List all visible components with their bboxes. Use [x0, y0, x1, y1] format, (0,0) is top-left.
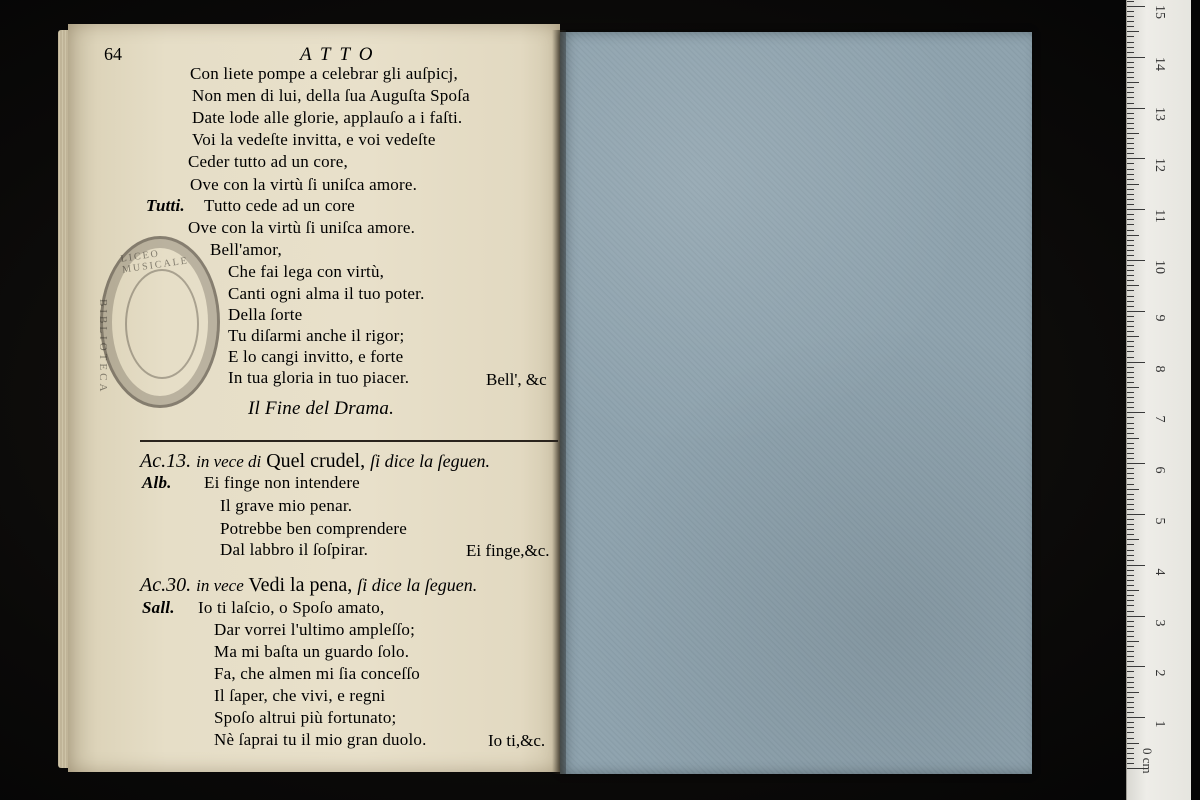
ruler-tick	[1127, 707, 1134, 708]
ruler-tick	[1127, 235, 1139, 236]
section2-cue: Io ti,&c.	[488, 731, 546, 750]
ruler-tick	[1127, 387, 1139, 388]
section2-line: Spoſo altrui più fortunato;	[214, 708, 397, 727]
ruler-tick	[1127, 123, 1134, 124]
ruler-tick	[1127, 621, 1134, 622]
ruler-tick	[1127, 153, 1134, 154]
section2-line: Ma mi baſta un guardo ſolo.	[214, 642, 410, 661]
ruler-tick	[1127, 682, 1134, 683]
verse-line: Date lode alle glorie, applauſo a i faſti.	[192, 108, 463, 127]
ruler-tick	[1127, 214, 1134, 215]
ruler-tick	[1127, 362, 1145, 363]
ruler-tick	[1127, 240, 1134, 241]
section-heading-1	[140, 450, 490, 473]
ruler-tick	[1127, 738, 1134, 739]
ruler-tick	[1127, 169, 1134, 170]
ruler-tick	[1127, 270, 1134, 271]
ruler-tick	[1127, 448, 1134, 449]
ruler-tick	[1127, 438, 1139, 439]
ruler-tick	[1127, 285, 1139, 286]
aria-line: E lo cangi invitto, e forte	[228, 347, 404, 366]
ruler-tick	[1127, 306, 1134, 307]
ruler-tick	[1127, 224, 1134, 225]
ruler-tick	[1127, 275, 1134, 276]
verse-line: Non men di lui, della ſua Auguſta Spoſa	[192, 86, 470, 105]
ruler-tick	[1127, 280, 1134, 281]
divider-rule	[140, 440, 558, 442]
aria-line: Che fai lega con virtù,	[228, 262, 385, 281]
ruler-tick	[1127, 484, 1134, 485]
ruler-tick	[1127, 646, 1134, 647]
ruler-tick	[1127, 11, 1134, 12]
ruler-tick	[1127, 341, 1134, 342]
ruler-tick	[1127, 204, 1134, 205]
ruler-tick	[1127, 671, 1134, 672]
verse-line: Ceder tutto ad un core,	[188, 152, 348, 171]
ruler-tick	[1127, 575, 1134, 576]
ruler-tick	[1127, 539, 1139, 540]
ruler-number: 12	[1152, 158, 1167, 172]
aria-title: Vedi la pena,	[248, 574, 353, 596]
ruler-tick	[1127, 753, 1134, 754]
ruler-tick	[1127, 6, 1145, 7]
ruler-number: 2	[1152, 669, 1167, 677]
ruler-tick	[1127, 199, 1134, 200]
ruler-tick	[1127, 600, 1134, 601]
ruler-tick	[1127, 382, 1134, 383]
aria-line: In tua gloria in tuo piacer.	[228, 368, 410, 387]
ruler-number: 10	[1152, 260, 1167, 274]
ruler-number: 3	[1152, 619, 1167, 627]
end-of-drama: Il Fine del Drama.	[248, 398, 395, 419]
ruler-tick	[1127, 473, 1134, 474]
dice-text: ſi dice la ſeguen.	[370, 451, 491, 471]
ruler-tick	[1127, 565, 1145, 566]
ruler-tick	[1127, 514, 1145, 515]
ruler-tick	[1127, 570, 1134, 571]
ruler-tick	[1127, 42, 1134, 43]
dice-text: ſi dice la ſeguen.	[357, 575, 478, 595]
ruler-tick	[1127, 722, 1134, 723]
ruler-tick	[1127, 138, 1134, 139]
section1-line: Potrebbe ben comprendere	[220, 519, 408, 538]
verse-line: Con liete pompe a celebrar gli auſpicj,	[190, 64, 458, 83]
ruler-tick	[1127, 687, 1134, 688]
tutti-line: Ove con la virtù ſi uniſca amore.	[188, 218, 416, 237]
ruler-tick	[1127, 463, 1145, 464]
ruler-tick	[1127, 605, 1134, 606]
measuring-ruler	[1126, 0, 1191, 800]
section1-cue: Ei finge,&c.	[466, 541, 550, 560]
ruler-tick	[1127, 656, 1134, 657]
ruler-tick	[1127, 108, 1145, 109]
ruler-number: 15	[1152, 5, 1167, 19]
ruler-tick	[1127, 550, 1134, 551]
ruler-tick	[1127, 743, 1139, 744]
section2-line: Il ſaper, che vivi, e regni	[214, 686, 386, 705]
ruler-tick	[1127, 143, 1134, 144]
ruler-tick	[1127, 326, 1134, 327]
ruler-tick	[1127, 163, 1134, 164]
ruler-number: 6	[1152, 466, 1167, 474]
ruler-tick	[1127, 103, 1134, 104]
ruler-tick	[1127, 321, 1134, 322]
ruler-tick	[1127, 428, 1134, 429]
ruler-tick	[1127, 290, 1134, 291]
ruler-tick	[1127, 189, 1134, 190]
verse-line: Ove con la virtù ſi uniſca amore.	[190, 175, 418, 194]
ruler-number: 14	[1152, 57, 1167, 71]
ruler-tick	[1127, 712, 1134, 713]
ruler-tick	[1127, 87, 1134, 88]
aria-cue: Bell', &c	[486, 370, 547, 389]
ruler-number: 5	[1152, 517, 1167, 525]
speaker-sall: Sall.	[142, 598, 175, 617]
aria-line: Canti ogni alma il tuo poter.	[228, 284, 425, 303]
ruler-tick	[1127, 331, 1134, 332]
in-vece-text: in vece	[196, 576, 244, 595]
book-gutter	[552, 30, 566, 774]
ruler-tick	[1127, 128, 1134, 129]
ruler-tick	[1127, 626, 1134, 627]
ruler-tick	[1127, 616, 1145, 617]
ruler-tick	[1127, 26, 1134, 27]
ruler-tick	[1127, 509, 1134, 510]
ruler-tick	[1127, 763, 1134, 764]
ruler-tick	[1127, 611, 1134, 612]
section2-line: Fa, che almen mi ſia conceſſo	[214, 664, 420, 683]
ruler-tick	[1127, 443, 1134, 444]
ruler-tick	[1127, 417, 1134, 418]
ruler-tick	[1127, 560, 1134, 561]
ruler-tick	[1127, 260, 1145, 261]
ruler-tick	[1127, 209, 1145, 210]
ruler-tick	[1127, 631, 1134, 632]
ruler-tick	[1127, 534, 1134, 535]
ruler-tick	[1127, 641, 1139, 642]
ruler-tick	[1127, 692, 1139, 693]
ruler-tick	[1127, 651, 1134, 652]
ruler-number: 9	[1152, 314, 1167, 322]
stamp-inner-ring	[125, 269, 199, 379]
library-stamp	[97, 236, 220, 408]
ruler-tick	[1127, 1, 1134, 2]
ruler-tick	[1127, 230, 1134, 231]
ruler-tick	[1127, 661, 1134, 662]
ruler-tick	[1127, 82, 1139, 83]
ruler-tick	[1127, 92, 1134, 93]
ruler-tick	[1127, 732, 1134, 733]
ruler-tick	[1127, 372, 1134, 373]
section2-line: Io ti laſcio, o Spoſo amato,	[198, 598, 385, 617]
ruler-tick	[1127, 504, 1134, 505]
ruler-tick	[1127, 346, 1134, 347]
verse-line: Voi la vedeſte invitta, e voi vedeſte	[192, 130, 436, 149]
ruler-tick	[1127, 245, 1134, 246]
ruler-tick	[1127, 174, 1134, 175]
ruler-tick	[1127, 158, 1145, 159]
ruler-tick	[1127, 489, 1139, 490]
ruler-tick	[1127, 316, 1134, 317]
ruler-tick	[1127, 636, 1134, 637]
ruler-tick	[1127, 357, 1134, 358]
section-ref: Ac.13.	[140, 450, 192, 472]
ruler-tick	[1127, 407, 1134, 408]
ruler-tick	[1127, 36, 1134, 37]
ruler-tick	[1127, 219, 1134, 220]
stamp-side-text: BIBLIOTECA	[97, 299, 109, 395]
aria-title: Quel crudel,	[266, 450, 366, 472]
ruler-tick	[1127, 377, 1134, 378]
blue-flyleaf-page	[560, 32, 1032, 774]
ruler-tick	[1127, 717, 1145, 718]
ruler-tick	[1127, 585, 1134, 586]
ruler-tick	[1127, 595, 1134, 596]
ruler-tick	[1127, 16, 1134, 17]
ruler-tick	[1127, 677, 1134, 678]
ruler-tick	[1127, 702, 1134, 703]
section-ref: Ac.30.	[140, 574, 192, 596]
ruler-tick	[1127, 453, 1134, 454]
ruler-number: 13	[1152, 107, 1167, 121]
ruler-number: 7	[1152, 415, 1167, 423]
running-head: ATTO	[300, 44, 382, 65]
ruler-tick	[1127, 367, 1134, 368]
page-number: 64	[104, 44, 122, 64]
ruler-tick	[1127, 31, 1139, 32]
ruler-tick	[1127, 351, 1134, 352]
ruler-tick	[1127, 133, 1139, 134]
ruler-tick	[1127, 519, 1134, 520]
ruler-tick	[1127, 727, 1134, 728]
ruler-tick	[1127, 250, 1134, 251]
ruler-tick	[1127, 748, 1134, 749]
ruler-tick	[1127, 184, 1139, 185]
ruler-tick	[1127, 311, 1145, 312]
ruler-tick	[1127, 478, 1134, 479]
ruler-tick	[1127, 412, 1145, 413]
ruler-tick	[1127, 524, 1134, 525]
ruler-tick	[1127, 179, 1134, 180]
section-heading-2	[140, 574, 477, 597]
ruler-number: 4	[1152, 568, 1167, 576]
ruler-tick	[1127, 666, 1145, 667]
ruler-tick	[1127, 468, 1134, 469]
ruler-tick	[1127, 494, 1134, 495]
ruler-tick	[1127, 148, 1134, 149]
ruler-tick	[1127, 255, 1134, 256]
section1-line: Il grave mio penar.	[220, 496, 353, 515]
section2-line: Nè ſaprai tu il mio gran duolo.	[214, 730, 427, 749]
aria-line: Bell'amor,	[210, 240, 282, 259]
ruler-tick	[1127, 580, 1134, 581]
ruler-tick	[1127, 21, 1134, 22]
ruler-tick	[1127, 458, 1134, 459]
ruler-number: 8	[1152, 365, 1167, 373]
ruler-tick	[1127, 62, 1134, 63]
ruler-unit-label: 0 cm	[1140, 748, 1155, 774]
ruler-tick	[1127, 67, 1134, 68]
ruler-tick	[1127, 697, 1134, 698]
ruler-number: 1	[1152, 720, 1167, 728]
ruler-tick	[1127, 301, 1134, 302]
ruler-tick	[1127, 296, 1134, 297]
ruler-tick	[1127, 265, 1134, 266]
ruler-tick	[1127, 397, 1134, 398]
ruler-tick	[1127, 72, 1134, 73]
ruler-tick	[1127, 758, 1134, 759]
ruler-tick	[1127, 77, 1134, 78]
ruler-number: 11	[1152, 209, 1167, 223]
ruler-tick	[1127, 402, 1134, 403]
ruler-tick	[1127, 336, 1139, 337]
ruler-tick	[1127, 57, 1145, 58]
ruler-tick	[1127, 433, 1134, 434]
aria-line: Tu diſarmi anche il rigor;	[228, 326, 405, 345]
ruler-tick	[1127, 555, 1134, 556]
ruler-tick	[1127, 423, 1134, 424]
ruler-tick	[1127, 590, 1139, 591]
ruler-tick	[1127, 392, 1134, 393]
ruler-tick	[1127, 499, 1134, 500]
ruler-tick	[1127, 544, 1134, 545]
ruler-tick	[1127, 52, 1134, 53]
ruler-tick	[1127, 97, 1134, 98]
speaker-alb: Alb.	[142, 473, 172, 492]
section1-line: Dal labbro il ſoſpirar.	[220, 540, 369, 559]
ruler-tick	[1127, 529, 1134, 530]
aria-line: Della ſorte	[228, 305, 303, 324]
ruler-tick	[1127, 118, 1134, 119]
stamp-top-text: LICEO MUSICALE	[119, 248, 190, 276]
ruler-tick	[1127, 113, 1134, 114]
ruler-tick	[1127, 47, 1134, 48]
tutti-line: Tutto cede ad un core	[204, 196, 355, 215]
ruler-tick	[1127, 194, 1134, 195]
speaker-tutti: Tutti.	[146, 196, 185, 215]
section1-line: Ei finge non intendere	[204, 473, 360, 492]
section2-line: Dar vorrei l'ultimo ampleſſo;	[214, 620, 416, 639]
in-vece-text: in vece di	[196, 452, 262, 471]
